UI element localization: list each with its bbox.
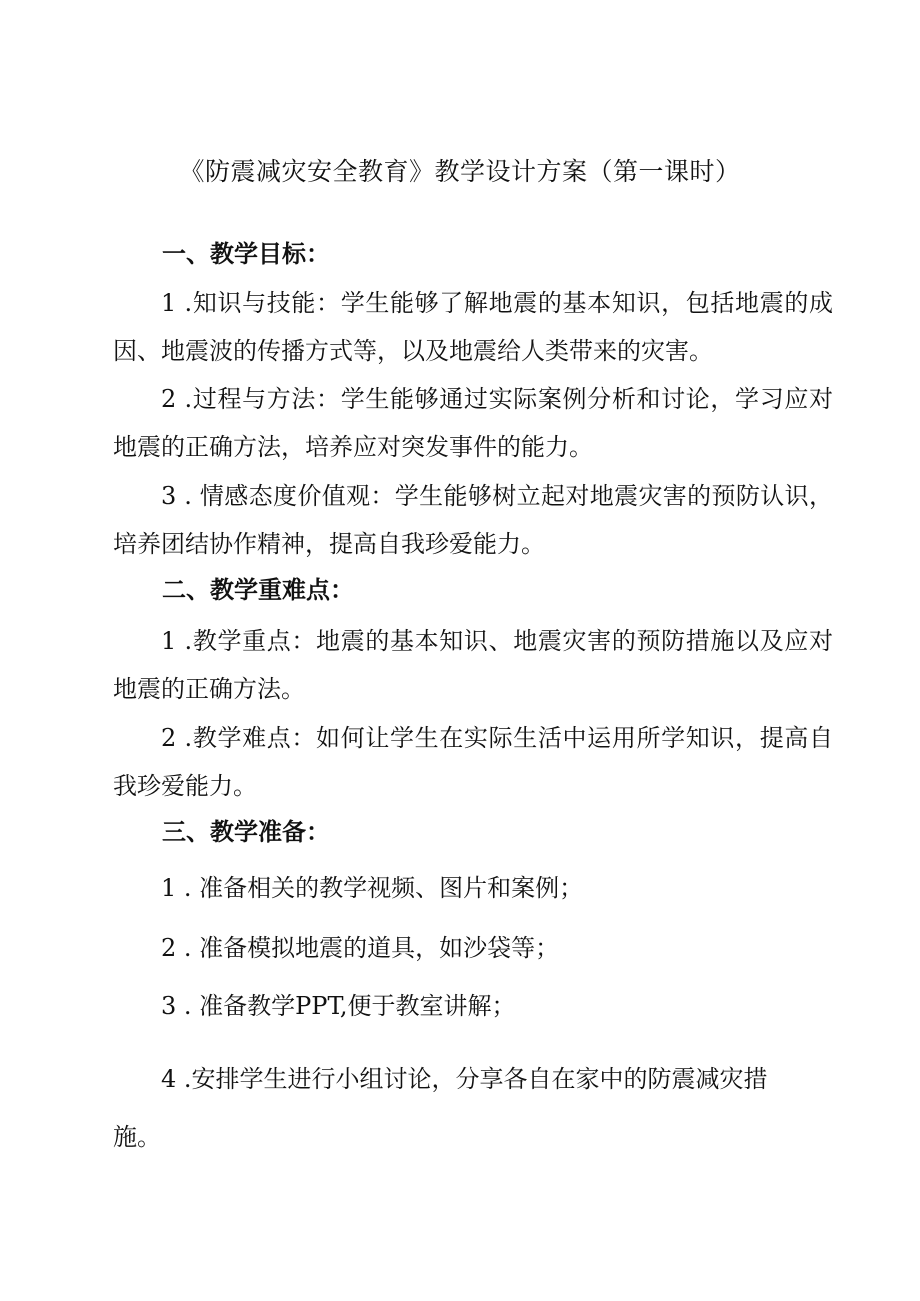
preparation-item-4: 4 .安排学生进行小组讨论，分享各自在家中的防震减灾措施。 <box>113 1065 768 1151</box>
section-heading-key-points: 二、教学重难点： <box>162 575 354 604</box>
objective-item-3: 3 . 情感态度价值观：学生能够树立起对地震灾害的预防认识，培养团结协作精神，提高自我珍爱能力。 <box>113 482 833 558</box>
objective-item-2: 2 .过程与方法：学生能够通过实际案例分析和讨论，学习应对地震的正确方法，培养应对突发事件的能力。 <box>113 385 833 461</box>
key-point-item-1: 1 .教学重点：地震的基本知识、地震灾害的预防措施以及应对地震的正确方法。 <box>113 627 833 703</box>
section-heading-objectives: 一、教学目标： <box>162 239 330 268</box>
document-title: 《防震减灾安全教育》教学设计方案（第一课时） <box>179 157 741 186</box>
preparation-item-1: 1 . 准备相关的教学视频、图片和案例； <box>161 874 584 902</box>
preparation-item-2: 2 . 准备模拟地震的道具，如沙袋等； <box>161 934 560 962</box>
preparation-item-3: 3 . 准备教学PPT,便于教室讲解； <box>161 992 516 1020</box>
key-point-item-2: 2 .教学难点：如何让学生在实际生活中运用所学知识，提高自我珍爱能力。 <box>113 724 833 800</box>
objective-item-1: 1 .知识与技能：学生能够了解地震的基本知识，包括地震的成因、地震波的传播方式等，以及地震给人类带来的灾害。 <box>113 289 833 365</box>
section-heading-preparation: 三、教学准备： <box>162 817 330 846</box>
